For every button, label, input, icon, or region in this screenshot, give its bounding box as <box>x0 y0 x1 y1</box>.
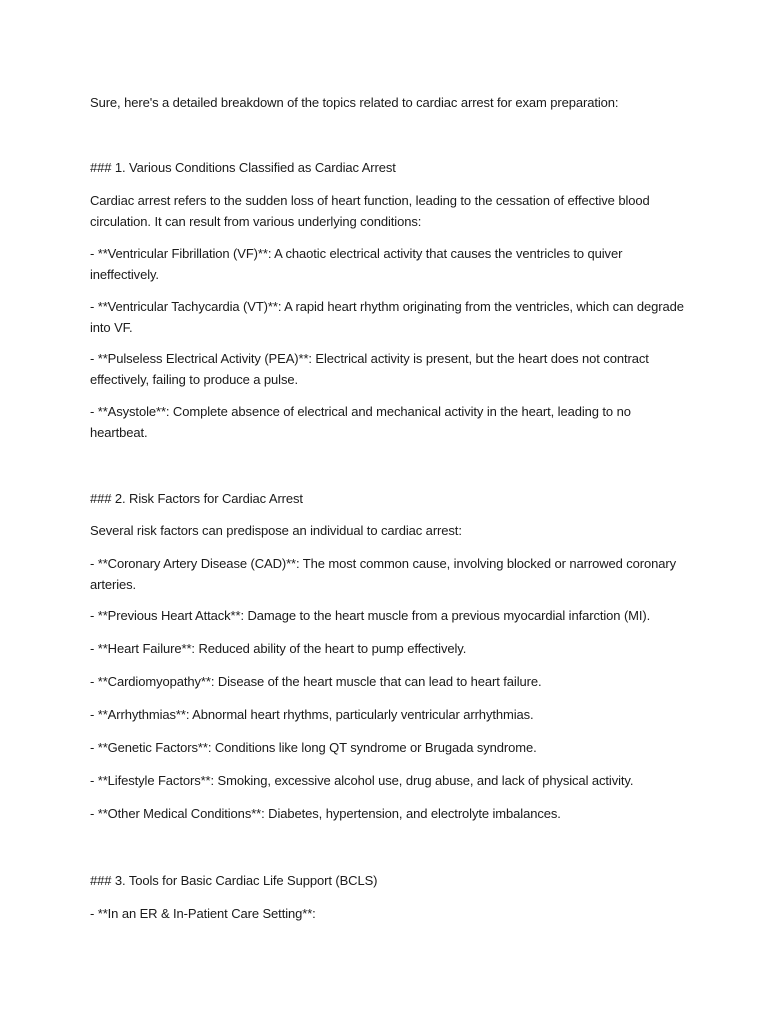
list-item: - **Previous Heart Attack**: Damage to the heart muscle from a previous myocardial infarction (MI). <box>90 608 651 623</box>
list-item: - **Asystole**: Complete absence of electrical and mechanical activity in the heart, leading to no heartbeat. <box>90 404 631 440</box>
list-item: - **Cardiomyopathy**: Disease of the heart muscle that can lead to heart failure. <box>90 674 542 689</box>
section-2-intro: Several risk factors can predispose an individual to cardiac arrest: <box>90 523 462 538</box>
list-item: - **Arrhythmias**: Abnormal heart rhythms, particularly ventricular arrhythmias. <box>90 707 534 722</box>
intro-paragraph: Sure, here's a detailed breakdown of the topics related to cardiac arrest for exam preparation: <box>90 95 619 110</box>
section-3-heading: ### 3. Tools for Basic Cardiac Life Support (BCLS) <box>90 873 378 888</box>
list-item: - **Pulseless Electrical Activity (PEA)**: Electrical activity is present, but the heart does not contract effectively, failing to produce a pulse. <box>90 351 649 387</box>
list-item: - **Ventricular Tachycardia (VT)**: A rapid heart rhythm originating from the ventricles, which can degrade into VF. <box>90 299 684 335</box>
list-item: - **Heart Failure**: Reduced ability of the heart to pump effectively. <box>90 641 467 656</box>
list-item: - **Ventricular Fibrillation (VF)**: A chaotic electrical activity that causes the ventricles to quiver ineffectively. <box>90 246 623 282</box>
list-item: - **Other Medical Conditions**: Diabetes, hypertension, and electrolyte imbalances. <box>90 806 561 821</box>
list-item: - **Genetic Factors**: Conditions like long QT syndrome or Brugada syndrome. <box>90 740 537 755</box>
section-1-heading: ### 1. Various Conditions Classified as Cardiac Arrest <box>90 160 396 175</box>
list-item: - **Lifestyle Factors**: Smoking, excessive alcohol use, drug abuse, and lack of physical activity. <box>90 773 634 788</box>
list-item: - **In an ER & In-Patient Care Setting**: <box>90 906 316 921</box>
list-item: - **Coronary Artery Disease (CAD)**: The most common cause, involving blocked or narrowed coronary arteries. <box>90 556 677 592</box>
section-1-intro: Cardiac arrest refers to the sudden loss of heart function, leading to the cessation of effective blood circulation. It can result from various underlying conditions: <box>90 193 650 229</box>
section-2-heading: ### 2. Risk Factors for Cardiac Arrest <box>90 491 303 506</box>
